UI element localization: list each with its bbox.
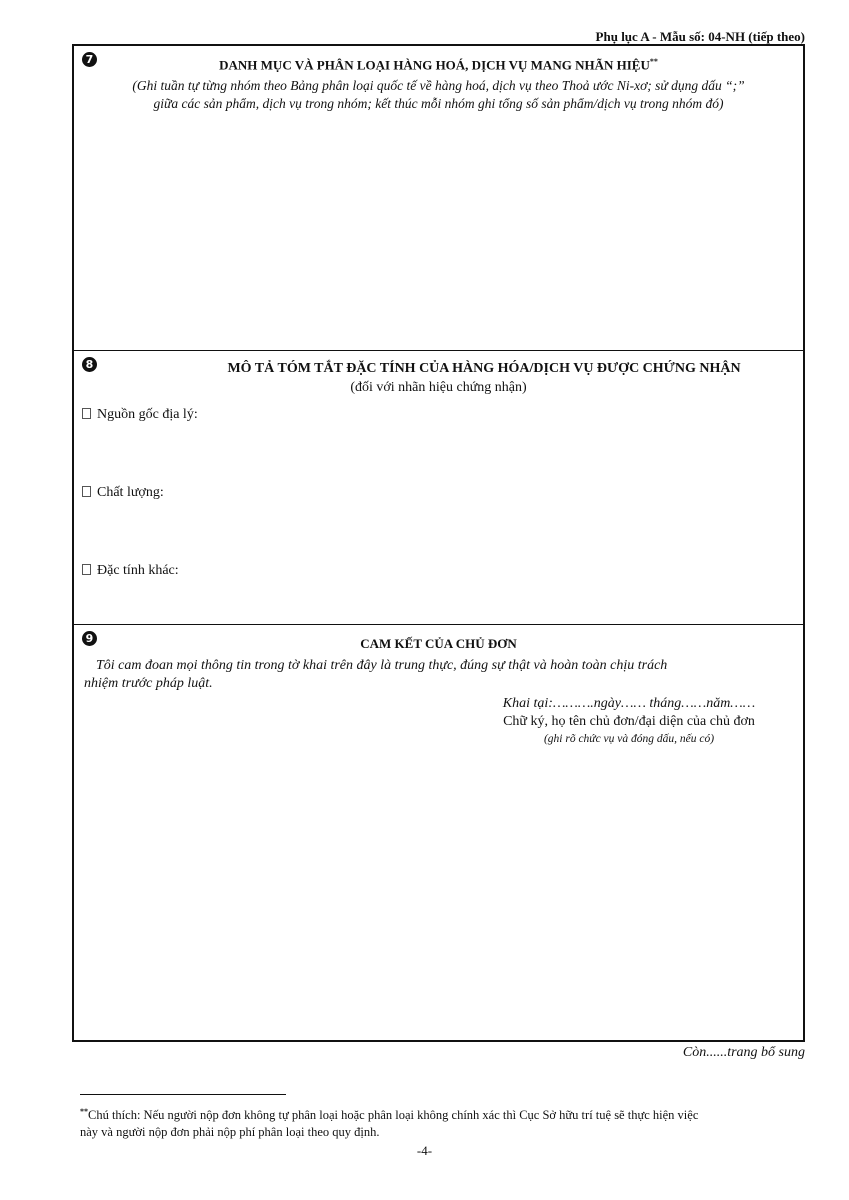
section-7-title-mark: **	[649, 57, 658, 66]
origin-option[interactable]	[82, 407, 198, 423]
section-applicant-commitment	[74, 624, 803, 1040]
other-characteristics-checkbox[interactable]	[82, 564, 91, 575]
section-8-subtitle: (đối với nhãn hiệu chứng nhận)	[350, 380, 527, 395]
other-characteristics-option[interactable]	[82, 563, 179, 579]
section-7-instruction	[74, 77, 803, 113]
section-7-instruction-line1: (Ghi tuần tự từng nhóm theo Bảng phân loại quốc tế về hàng hoá, dịch vụ theo Thoả ước Ni-xơ; sử dụng dấu “;”	[132, 78, 745, 93]
section-goods-services	[74, 46, 803, 350]
section-9-title: CAM KẾT CỦA CHỦ ĐƠN	[360, 636, 517, 651]
section-7-title-text: DANH MỤC VÀ PHÂN LOẠI HÀNG HOÁ, DỊCH VỤ MANG NHÃN HIỆU	[219, 57, 650, 73]
footnote-mark: **	[80, 1107, 88, 1116]
commitment-statement	[84, 657, 799, 693]
continuation-pages-note: Còn......trang bổ sung	[682, 1045, 805, 1060]
footnote	[80, 1103, 800, 1141]
quality-label: Chất lượng:	[97, 485, 164, 500]
form-frame	[72, 44, 805, 1042]
place-date-line: Khai tại:……….ngày…… tháng……năm……	[502, 696, 756, 711]
section-number-7: 7	[82, 52, 97, 67]
signature-note: (ghi rõ chức vụ và đóng dấu, nếu có)	[543, 733, 715, 745]
origin-label: Nguồn gốc địa lý:	[97, 407, 198, 422]
section-number-8: 8	[82, 357, 97, 372]
quality-checkbox[interactable]	[82, 486, 91, 497]
signature-label: Chữ ký, họ tên chủ đơn/đại diện của chủ đơn	[503, 714, 755, 729]
section-7-instruction-line2: giữa các sản phẩm, dịch vụ trong nhóm; kết thúc mỗi nhóm ghi tổng số sản phẩm/dịch vụ trong nhóm đó)	[153, 96, 724, 111]
section-7-title	[74, 57, 803, 73]
signature-block	[459, 695, 799, 747]
form-reference: Phụ lục A - Mẫu số: 04-NH (tiếp theo)	[595, 29, 805, 44]
section-number-9: 9	[82, 631, 97, 646]
footnote-divider	[80, 1094, 286, 1095]
origin-checkbox[interactable]	[82, 408, 91, 419]
page-number: -4-	[416, 1143, 433, 1158]
footnote-line1: Chú thích: Nếu người nộp đơn không tự phân loại hoặc phân loại không chính xác thì Cục Sở hữu trí tuệ sẽ thực hiện việc	[88, 1108, 699, 1123]
section-certified-characteristics	[74, 350, 803, 624]
footnote-line2: này và người nộp đơn phải nộp phí phân loại theo quy định.	[80, 1125, 380, 1140]
section-8-title: MÔ TẢ TÓM TẮT ĐẶC TÍNH CỦA HÀNG HÓA/DỊCH VỤ ĐƯỢC CHỨNG NHẬN	[227, 361, 741, 376]
other-characteristics-label: Đặc tính khác:	[97, 563, 179, 578]
commitment-statement-line2: nhiệm trước pháp luật.	[84, 676, 213, 691]
commitment-statement-line1: Tôi cam đoan mọi thông tin trong tờ khai trên đây là trung thực, đúng sự thật và hoàn toàn chịu trách	[96, 658, 668, 673]
quality-option[interactable]	[82, 485, 164, 501]
